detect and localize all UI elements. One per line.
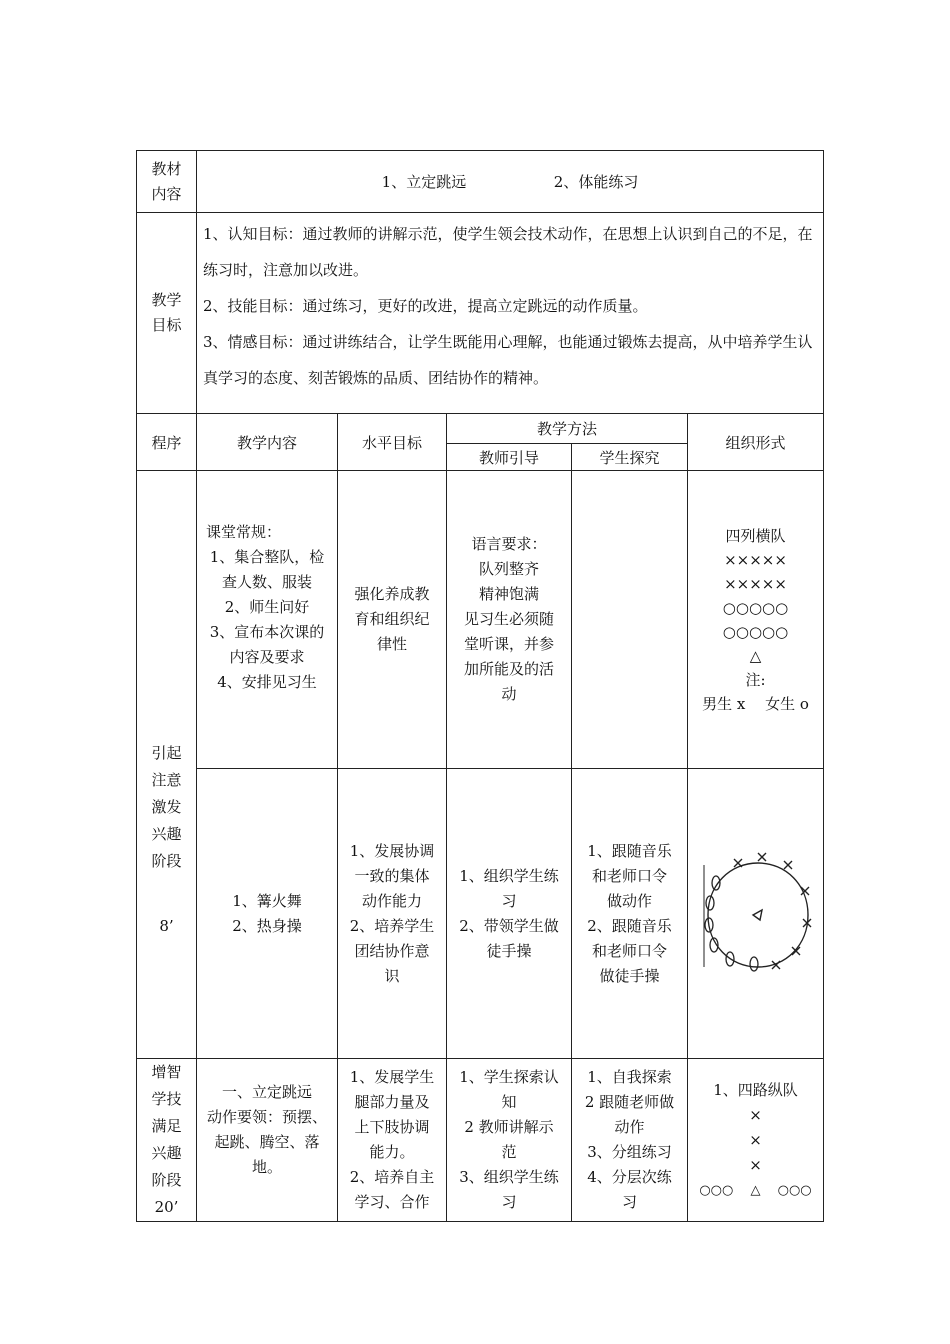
stage1-time: 8’ xyxy=(159,916,174,935)
stage2-label-line: 满足 xyxy=(151,1117,182,1135)
column-cross: × xyxy=(749,1105,762,1124)
stage1-goal xyxy=(338,471,447,769)
header-method: 教学方法 xyxy=(447,414,688,444)
stage1-label-line: 引起 xyxy=(151,743,182,762)
teacher-line: 堂听课，并参 xyxy=(463,635,554,653)
student-line: 和老师口令 xyxy=(591,866,667,885)
teacher-line: 见习生必须随 xyxy=(463,610,554,628)
teacher-line: 范 xyxy=(501,1143,517,1161)
goals-label-line: 目标 xyxy=(151,316,182,334)
header-organization: 组织形式 xyxy=(688,414,824,471)
teacher-line: 习 xyxy=(501,1193,517,1211)
column-bottom-row: ○○○ △ ○○○ xyxy=(699,1182,812,1198)
stage1-student xyxy=(572,471,688,769)
stage2-student xyxy=(572,1059,688,1222)
student-line: 做徒手操 xyxy=(599,966,660,985)
stage1-label-line: 激发 xyxy=(151,797,182,816)
goal-line: 识 xyxy=(384,966,400,985)
column-cross: × xyxy=(749,1130,762,1149)
goal-line: 强化养成教 xyxy=(354,585,430,603)
content-line: 查人数、服装 xyxy=(221,573,312,591)
teacher-line: 1、学生探索认 xyxy=(459,1068,559,1086)
stage1-organization xyxy=(688,471,824,769)
boys-crosses xyxy=(734,853,811,969)
goal-line: 育和组织纪 xyxy=(354,610,430,628)
cross-mark xyxy=(734,859,742,867)
stage2-row xyxy=(137,1059,824,1222)
content-line: 1、集合整队，检 xyxy=(209,548,325,566)
teacher-line: 2、带领学生做 xyxy=(459,916,559,935)
stage1-content xyxy=(197,471,338,769)
formation-title: 四列横队 xyxy=(725,526,786,545)
content-line: 内容及要求 xyxy=(229,648,305,666)
goal-skill: 2、技能目标：通过练习，更好的改进，提高立定跳远的动作质量。 xyxy=(203,297,648,315)
stage1-warmup-content xyxy=(197,769,338,1059)
goals-label xyxy=(137,213,197,414)
formation-title: 1、四路纵队 xyxy=(713,1080,798,1099)
goal-line: 能力。 xyxy=(369,1143,415,1161)
content-line: 1、篝火舞 xyxy=(232,891,302,910)
column-cross: × xyxy=(749,1155,762,1174)
formation-girls-row: ○○○○○ xyxy=(722,598,789,617)
goal-line: 团结协作意 xyxy=(354,941,430,960)
stage2-label-line: 增智 xyxy=(151,1063,182,1081)
student-line: 和老师口令 xyxy=(591,941,667,960)
header-student: 学生探究 xyxy=(572,444,688,471)
content-row xyxy=(137,151,824,213)
stage1-warmup-teacher xyxy=(447,769,572,1059)
teacher-line: 精神饱满 xyxy=(478,585,539,603)
content-line: 4、安排见习生 xyxy=(217,673,317,691)
stage1-label-line: 阶段 xyxy=(151,851,182,870)
teacher-line: 习 xyxy=(501,891,517,910)
goal-line: 一致的集体 xyxy=(354,866,430,885)
stage2-goal xyxy=(338,1059,447,1222)
teacher-line: 1、组织学生练 xyxy=(459,866,559,885)
student-line: 1、自我探索 xyxy=(587,1068,672,1086)
circle-formation-diagram xyxy=(696,849,816,979)
stage1-label xyxy=(137,471,197,1059)
student-line: 2 跟随老师做 xyxy=(584,1093,675,1111)
content-line: 3、宣布本次课的 xyxy=(209,623,325,641)
stage2-content xyxy=(197,1059,338,1222)
formation-note-label: 注: xyxy=(745,670,766,689)
stage1-warmup-student xyxy=(572,769,688,1059)
goal-line: 腿部力量及 xyxy=(354,1093,430,1111)
goal-cognitive: 1、认知目标：通过教师的讲解示范，使学生领会技术动作，在思想上认识到自己的不足，在练习时，注意加以改进。 xyxy=(203,225,813,279)
goal-affective: 3、情感目标：通过讲练结合，让学生既能用心理解，也能通过锻炼去提高，从中培养学生认真学习的态度、刻苦锻炼的品质、团结协作的精神。 xyxy=(203,333,813,387)
teacher-triangle: △ xyxy=(749,646,762,665)
content-label xyxy=(137,151,197,213)
goal-line: 1、发展学生 xyxy=(349,1068,435,1086)
teacher-line: 队列整齐 xyxy=(478,560,539,578)
header-teacher: 教师引导 xyxy=(447,444,572,471)
content-label-line: 内容 xyxy=(151,184,182,203)
student-line: 4、分层次练 xyxy=(587,1168,672,1186)
stage1-row2 xyxy=(137,769,824,1059)
stage2-teacher xyxy=(447,1059,572,1222)
student-line: 2、跟随音乐 xyxy=(587,916,672,935)
teacher-line: 加所能及的活 xyxy=(463,660,554,678)
student-line: 动作 xyxy=(614,1118,645,1136)
header-row-1 xyxy=(137,414,824,444)
teacher-line: 3、组织学生练 xyxy=(459,1168,559,1186)
teacher-triangle-icon xyxy=(753,910,762,920)
formation-boys-row: ××××× xyxy=(724,550,787,569)
content-line: 地。 xyxy=(251,1158,282,1176)
cross-mark xyxy=(792,947,800,955)
content-item-1: 1、立定跳远 xyxy=(381,173,467,191)
stage2-label-line: 阶段 xyxy=(151,1171,182,1189)
content-item-2: 2、体能练习 xyxy=(553,173,639,191)
teacher-line: 知 xyxy=(501,1093,517,1111)
stage1-label-line: 注意 xyxy=(151,770,182,789)
header-level-goal: 水平目标 xyxy=(338,414,447,471)
goal-line: 1、发展协调 xyxy=(349,841,435,860)
stage2-label xyxy=(137,1059,197,1222)
stage1-row1 xyxy=(137,471,824,769)
teacher-line: 2 教师讲解示 xyxy=(464,1118,554,1136)
stage2-organization xyxy=(688,1059,824,1222)
goal-line: 2、培养学生 xyxy=(349,916,435,935)
goals-text xyxy=(197,213,824,414)
cross-mark xyxy=(758,853,766,861)
content-line: 课堂常规： xyxy=(206,523,282,541)
formation-boys-row: ××××× xyxy=(724,574,787,593)
girl-mark xyxy=(750,957,758,971)
student-line: 做动作 xyxy=(606,891,652,910)
teacher-line: 徒手操 xyxy=(486,941,532,960)
header-procedure: 程序 xyxy=(137,414,197,471)
circle-formation-wrap xyxy=(688,849,823,979)
goals-label-line: 教学 xyxy=(151,291,182,309)
teacher-line: 语言要求： xyxy=(471,535,547,553)
student-line: 3、分组练习 xyxy=(587,1143,672,1161)
stage1-warmup-organization xyxy=(688,769,824,1059)
stage1-label-line: 兴趣 xyxy=(151,824,182,843)
goal-line: 2、培养自主 xyxy=(349,1168,435,1186)
content-line: 2、热身操 xyxy=(232,916,302,935)
goal-line: 学习、合作 xyxy=(354,1193,430,1211)
stage2-time: 20’ xyxy=(154,1198,179,1216)
stage1-warmup-goal xyxy=(338,769,447,1059)
stage1-teacher xyxy=(447,471,572,769)
goal-line: 上下肢协调 xyxy=(354,1118,430,1136)
content-items xyxy=(197,151,824,213)
circle-path xyxy=(708,863,808,967)
goals-row xyxy=(137,213,824,414)
stage2-label-line: 学技 xyxy=(151,1090,182,1108)
content-line: 起跳、腾空、落 xyxy=(214,1133,320,1151)
content-line: 2、师生问好 xyxy=(224,598,310,616)
student-line: 1、跟随音乐 xyxy=(587,841,672,860)
formation-legend: 男生 x 女生 o xyxy=(702,694,809,713)
stage2-label-line: 兴趣 xyxy=(151,1144,182,1162)
content-line: 动作要领：预摆、 xyxy=(206,1108,327,1126)
content-line: 一、立定跳远 xyxy=(221,1083,312,1101)
cross-mark xyxy=(784,861,792,869)
teacher-line: 动 xyxy=(501,685,517,703)
header-content: 教学内容 xyxy=(197,414,338,471)
lesson-plan-table xyxy=(136,150,824,1222)
student-line: 习 xyxy=(621,1193,637,1211)
content-label-line: 教材 xyxy=(151,159,182,178)
goal-line: 律性 xyxy=(376,635,407,653)
formation-girls-row: ○○○○○ xyxy=(722,622,789,641)
goal-line: 动作能力 xyxy=(361,891,422,910)
